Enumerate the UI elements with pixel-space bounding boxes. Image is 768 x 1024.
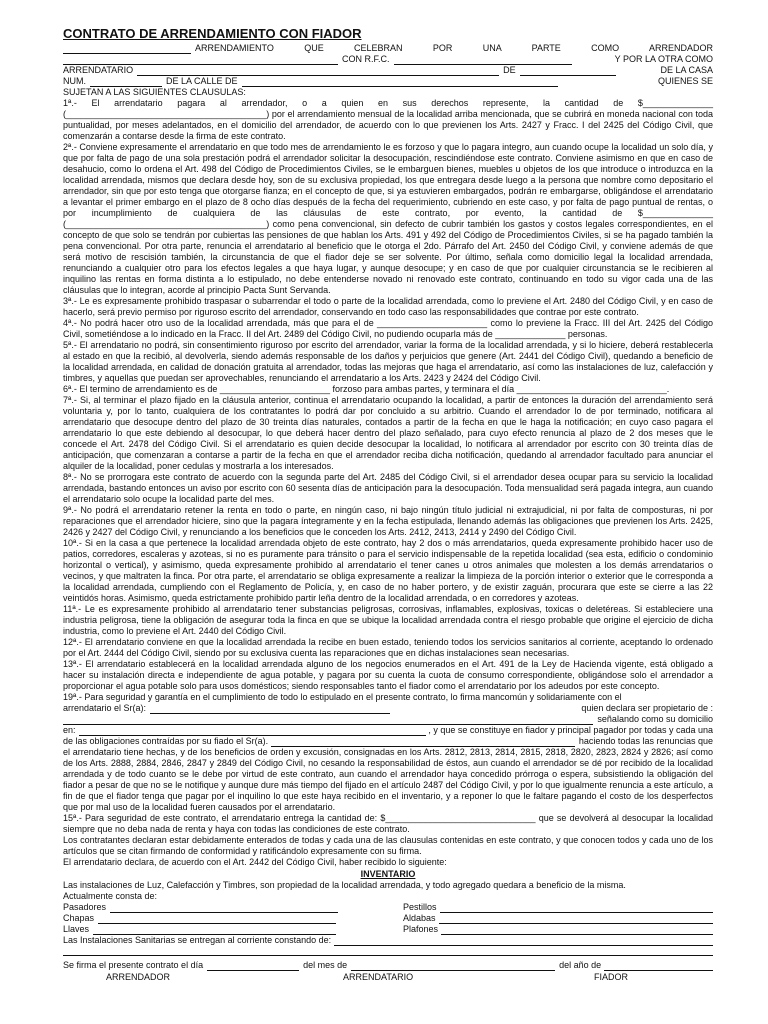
chapas-label: Chapas [63, 913, 95, 923]
senalando-label: señalando como su domicilio [597, 714, 713, 724]
se-constituye-label: , y que se constituye en fiador y principal pagador por todas y cada una [428, 725, 713, 735]
clause-15: 15ª.- Para seguridad de este contrato, el arrendatario entrega la cantidad de: $______________________________ que se devolverá al desocupar la localidad siempre que no deba nada de renta y haya con todas las condiciones de este contrato. [63, 813, 713, 834]
inventory-row-3 [63, 924, 713, 935]
inventory-intro: Las instalaciones de Luz, Calefacción y Timbres, son propiedad de la localidad arrendada, y todo agregado quedara a beneficio de la misma. [63, 880, 626, 890]
closing-inventory-note: El arrendatario declara, de acuerdo con el Art. 2442 del Código Civil, haber recibido lo siguiente: [63, 857, 447, 867]
sanitarias-label: Las Instalaciones Sanitarias se entregan al corriente constando de: [63, 935, 332, 945]
arrendador-name-field[interactable] [63, 56, 338, 65]
signed-day-field[interactable] [207, 962, 299, 971]
header-line-1-text: ARRENDAMIENTO QUE CELEBRAN POR UNA PARTE COMO ARRENDADOR [195, 43, 713, 53]
signed-month-field[interactable] [351, 962, 555, 971]
clause-8: 8ª.- No se prorrogara este contrato de acuerdo con la segunda parte del Art. 2485 del Código Civil, si el arrendador desea ocupar para su servicio la localidad arrendada, bastando entonces un aviso por escrito con 60 sesenta días de anticipación para la desocupación. Toda mensualidad será pagada integra, aun cuando el arrendatario solo ocupe la localidad parte del mes. [63, 472, 713, 504]
blank-field[interactable] [63, 45, 191, 54]
contract-document [63, 26, 713, 971]
clause-13: 13ª.- El arrendatario establecerá en la localidad arrendada alguno de los negocios enumerados en el Art. 491 de la Ley de Hacienda vigente, está obligado a hacer su instalación directa e independiente de agua potable, y pagara por su cuenta la cuota de consumo correspondiente, obligándose solo el arrendador a proporcionar el agua potable solo para usos domésticos; siendo responsables tanto el fiador como el arrendatario por los adeudos por este concepto. [63, 659, 713, 691]
document-title: CONTRATO DE ARRENDAMIENTO CON FIADOR [63, 26, 362, 41]
rfc-label: CON R.F.C. [342, 54, 390, 64]
inventory-item-llaves [63, 924, 373, 935]
chapas-field[interactable] [98, 915, 336, 924]
inventory-actual: Actualmente consta de: [63, 891, 158, 901]
clause-4: 4ª.- No podrá hacer otro uso de la localidad arrendada, más que para el de ______________________ como lo previene la Fracc. III del Art. 2425 del Código Civil, sometiéndose a lo indicado en la Fracc. II del Art. 2489 del Código Civil, no pudiendo ocuparla más de ______________ personas. [63, 318, 713, 339]
signed-month-label: del mes de [303, 960, 348, 970]
header-line-2 [63, 54, 713, 65]
arrendatario-el-label: arrendatario el Sr(a): [63, 703, 147, 713]
aldabas-label: Aldabas [403, 913, 436, 923]
clause-14-line-3 [63, 714, 713, 725]
signature-arrendador: ARRENDADOR [106, 972, 171, 982]
llaves-field[interactable] [93, 926, 336, 935]
signed-day-label: Se firma el presente contrato el día [63, 960, 204, 970]
header-line-5: SUJETAN A LAS SIGUIENTES CLAUSULAS: [63, 87, 246, 97]
clause-14-intro: 19ª.- Para seguridad y garantía en el cumplimiento de todo lo estipulado en el presente contrato, lo firma mancomún y solidariamente con el [63, 692, 622, 702]
arrendatario-name-field[interactable] [137, 67, 499, 76]
obligaciones-label: de las obligaciones contraídas por su fiado el Sr(a). [63, 736, 269, 746]
header-line-3 [63, 65, 713, 76]
plafones-field[interactable] [441, 926, 713, 935]
closing-declaration: Los contratantes declaran estar debidamente enterados de todas y cada una de las clausulas contenidas en este contrato, y que conocen todos y cada uno de los artículos que se citan firmando de conformidad y ratificándolo expresamente con su firma. [63, 835, 713, 856]
clause-7: 7ª.- Si, al terminar el plazo fijado en la cláusula anterior, continua el arrendatario ocupando la localidad, a partir de entonces la duración del arrendamiento será voluntaria y, por lo tanto, cualquiera de los contratantes lo podrá dar por concluido a su arbitrio. Cuando el arrendador lo de por terminado, notificara al arrendatario que desocupe dentro del plazo de 30 treinta días naturales, contados a partir de la fecha en que le haga la notificación; en cuyo caso pagara el arrendatario lo que este debiendo al desocupar, lo que deberá hacer dentro del plazo señalado, para cuyo efecto renuncia al plazo de 2 dos meses que le concede el Art. 2478 del Código Civil. Si el arrendatario es quien decide desocupar la localidad, lo notificara al arrendador por escrito con 30 treinta días de anticipación, que comenzaran a contarse a partir de la fecha en que el arrendador reciba dicha notificación, quedando al arrendador facultado para anunciar el alquiler de la localidad, poner cedulas y mostrarla a los interesados. [63, 395, 713, 471]
clause-14-line-5 [63, 736, 713, 747]
inventory-row-2 [63, 913, 713, 924]
aldabas-field[interactable] [439, 915, 713, 924]
signature-row [0, 972, 768, 986]
clause-14-body: el arrendatario tiene hechas, y de los beneficios de orden y excusión, consignadas en los Arts. 2812, 2813, 2814, 2815, 2818, 2820, 2823, 2824 y 2826; así como de los Arts. 2888, 2884, 2846, 2847 y 2849 del Código Civil, no cesando la responsabilidad de éstos, aun cuando el arrendador se dé por recibido de la localidad arrendada y de todo cuanto se le debe por virtud de este contrato, aun cuando el arrendador haya concedido prórroga o espera, subsistiendo la obligación del fiador a pesar de que no se le notifique y aunque dure más tiempo del fijado en el artículo 2487 del Código Civil, y por lo que igualmente renuncia a este artículo, a fin de que el fiador tenga que pagar por el inquilino lo que este haya recibido en el inventario, y a reponer lo que le faltare pagando el costo de los desperfectos que por mal uso de la localidad fueren causados por el arrendatario. [63, 747, 713, 812]
clause-5: 5ª.- El arrendatario no podrá, sin consentimiento riguroso por escrito del arrendador, variar la forma de la localidad arrendada, y si lo hiciere, deberá restablecerla al estado en que la recibió, al devolverla, siendo además responsable de los daños y perjuicios que genere (Art. 2441 del Código Civil), quedando a beneficio de la localidad arrendada, en calidad de donación gratuita al arrendador, todas las mejoras que haga el arrendatario, así como las instalaciones de luz, calefacción y timbres, y aquellas que puedan ser aprovechables, renunciando el arrendatario a los Arts. 2423 y 2424 del Código Civil. [63, 340, 713, 383]
num-label: NUM. [63, 76, 86, 86]
pestillos-label: Pestillos [403, 902, 437, 912]
pestillos-field[interactable] [440, 904, 713, 913]
header-line-2-tail: Y POR LA OTRA COMO [614, 54, 713, 64]
fiador-domicilio-field[interactable] [79, 727, 427, 736]
sanitarias-field[interactable] [334, 937, 713, 946]
header-line-4 [63, 76, 713, 87]
clause-9: 9ª.- No podrá el arrendatario retener la renta en todo o parte, en ningún caso, ni bajo ningún título judicial ni extrajudicial, ni por falta de composturas, ni por reparaciones que el arrendador hiciere, sino que la pagara íntegramente y en la fecha estipulada, llenando además las obligaciones que previenen los Arts. 2425, 2426 y 2427 del Código Civil, y renunciando a los beneficios que le conceden los Arts. 2412, 2413, 2414 y 2490 del Código Civil. [63, 505, 713, 537]
inventory-item-pasadores [63, 902, 373, 913]
clause-1: 1ª.- El arrendatario pagara al arrendador, o a quien en sus derechos represente, la cantidad de $______________ (________________________________________) por el arrendamiento mensual de la localidad arriba mencionada, que se cubrirá en moneda nacional con toda puntualidad, por meses adelantados, en el domicilio del arrendador, de acuerdo con lo que previenen los Arts. 2427 y Fracc. I del 2425 del Código Civil, que comenzarán a contarse desde la firma de este contrato. [63, 98, 713, 141]
quienes-se-label: QUIENES SE [657, 76, 713, 86]
clause-10: 10ª.- Si en la casa a que pertenece la localidad arrendada objeto de este contrato, hay 2 dos o más arrendatarios, queda expresamente prohibido hacer uso de patios, corredores, escaleras y azoteas, si no es puramente para tránsito o para el servicio indispensable de la repetida localidad (sea esta, edificio o condominio horizontal o vertical), y asimismo, queda expresamente prohibido al arrendatario el tener canes u otros animales que molesten a los demás arrendatarios o vecinos, y que maltraten la finca. Por otra parte, el arrendatario se obliga expresamente a realizar la limpieza de la porción interior o exterior que le corresponda a la localidad arrendada, cumpliendo con el Reglamento de Policía, y, en caso de no haber portero, y de existir zaguán, procurara que este se cierre a las 22 veintidós horas. Asimismo, queda estrictamente prohibido partir leña dentro de la localidad arrendada, o en corredores y azoteas. [63, 538, 713, 603]
calle-label: DE LA CALLE DE [166, 76, 238, 86]
signed-year-field[interactable] [604, 962, 713, 971]
clause-3: 3ª.- Le es expresamente prohibido traspasar o subarrendar el todo o parte de la localidad arrendada, como lo previene el Art. 2480 del Código Civil, y en caso de hacerlo, será previo permiso por riguroso escrito del arrendador, conservando en todo caso las responsabilidades que contrae por este contrato. [63, 296, 713, 317]
inventory-heading: INVENTARIO [360, 869, 416, 879]
llaves-label: Llaves [63, 924, 90, 934]
clause-2: 2ª.- Conviene expresamente el arrendatario en que todo mes de arrendamiento le es forzoso y que lo pagara integro, aun cuando ocupe la localidad un solo día, y que por falta de pago de una sola prestación podrá el arrendador solicitar la desocupación, rescindiéndose este contrato. Conviene asimismo en que en caso de desahucio, como lo ordena el Art. 498 del Código de Procedimientos Civiles, se le embarguen bienes, muebles u objetos de los que introduce o introduzca en la localidad arrendada, mismos que declara desde hoy, son de su exclusiva propiedad, los que entregara desde luego a la persona que nombre como depositario el arrendador, sin que por esto tenga que otorgarse fianza; en el concepto de que, si ya estuvieren embargados, podrán re embargarse, obligándose el arrendatario a levantar el primer embargo en el plazo de 8 ocho días después de la fecha del requerimiento, cubriendo en este caso, y por falta de pago puntual de rentas, o por incumplimiento de cualquiera de las cláusulas de este contrato, por evento, la cantidad de $______________ (________________________________________) como pena convencional, sin defecto de cubrir también los gastos y costos legales correspondientes, en el concepto de que solo se tendrán por cubiertas las pensiones de que hablan los Arts. 491 y 492 del Código de Procedimientos Civiles, si se ha pagado también la pena convencional. Por otra parte, renuncia el arrendatario al beneficio que le otorga el 2do. Párrafo del Art. 2450 del Código Civil, y conviene además de que será motivo de rescisión también, la circunstancia de que el fiador deje se ser solvente. Por último, señala como domicilio legal la localidad arrendada, renunciando a cualquier otro para los efectos legales a que haya lugar, y aunque desocupe; y en caso de que por cualquier circunstancia se le recibieren al inquilino las rentas en forma distinta a lo estipulado, no debe entenderse novado ni renovado este contrato, continuando en todo su vigor cada una de las cláusulas que lo integran, acorde al principio Pacta Sunt Servanda. [63, 142, 713, 295]
signed-year-label: del año de [559, 960, 602, 970]
clause-14-line-2 [63, 703, 713, 714]
fiado-name-field[interactable] [271, 738, 575, 747]
property-field[interactable] [63, 716, 593, 725]
house-number-field[interactable] [90, 78, 162, 87]
haciendo-label: haciendo todas las renuncias que [578, 736, 713, 746]
arrendatario-label: ARRENDATARIO [63, 65, 134, 75]
quien-declara-label: quien declara ser propietario de : [581, 703, 713, 713]
street-field[interactable] [242, 78, 558, 87]
header-line-1 [63, 43, 713, 54]
de-la-casa-label: DE LA CASA [660, 65, 713, 75]
inventory-item-chapas [63, 913, 373, 924]
signed-date-line [63, 960, 713, 971]
plafones-label: Plafones [403, 924, 439, 934]
signature-fiador: FIADOR [594, 972, 629, 982]
pasadores-field[interactable] [110, 904, 338, 913]
pasadores-label: Pasadores [63, 902, 107, 912]
clause-6: 6ª.- El termino de arrendamiento es de ______________________ forzoso para ambas partes, y terminara el día ______________________________. [63, 384, 670, 394]
signature-arrendatario: ARRENDATARIO [343, 972, 414, 982]
rfc-field[interactable] [394, 56, 572, 65]
clause-12: 12ª.- El arrendatario conviene en que la localidad arrendada la recibe en buen estado, teniendo todos los servicios sanitarios al corriente, aceptando lo ordenado por el Art. 2444 del Código Civil, siendo por su exclusiva cuenta las reparaciones que en dichas instalaciones sean necesarias. [63, 637, 713, 658]
clause-14-line-4 [63, 725, 713, 736]
clause-11: 11ª.- Le es expresamente prohibido al arrendatario tener substancias peligrosas, corrosivas, inflamables, explosivas, toxicas o deletéreas. Si estableciere una industria peligrosa, tiene la obligación de asegurar toda la finca en que se ubique la localidad arrendada contra el riesgo probable que origine el ejercicio de dicha industria, como lo previene el Art. 2440 del Código Civil. [63, 604, 713, 636]
inventory-item-aldabas [373, 913, 713, 924]
en-label: en: [63, 725, 76, 735]
city-field[interactable] [520, 67, 616, 76]
sanitarias-extra-line[interactable] [63, 946, 713, 956]
de-label: DE [503, 65, 516, 75]
sanitarias-line [63, 935, 713, 946]
inventory-item-plafones [373, 924, 713, 935]
inventory-item-pestillos [373, 902, 713, 913]
fiador-name-field[interactable] [150, 705, 390, 714]
inventory-row-1 [63, 902, 713, 913]
